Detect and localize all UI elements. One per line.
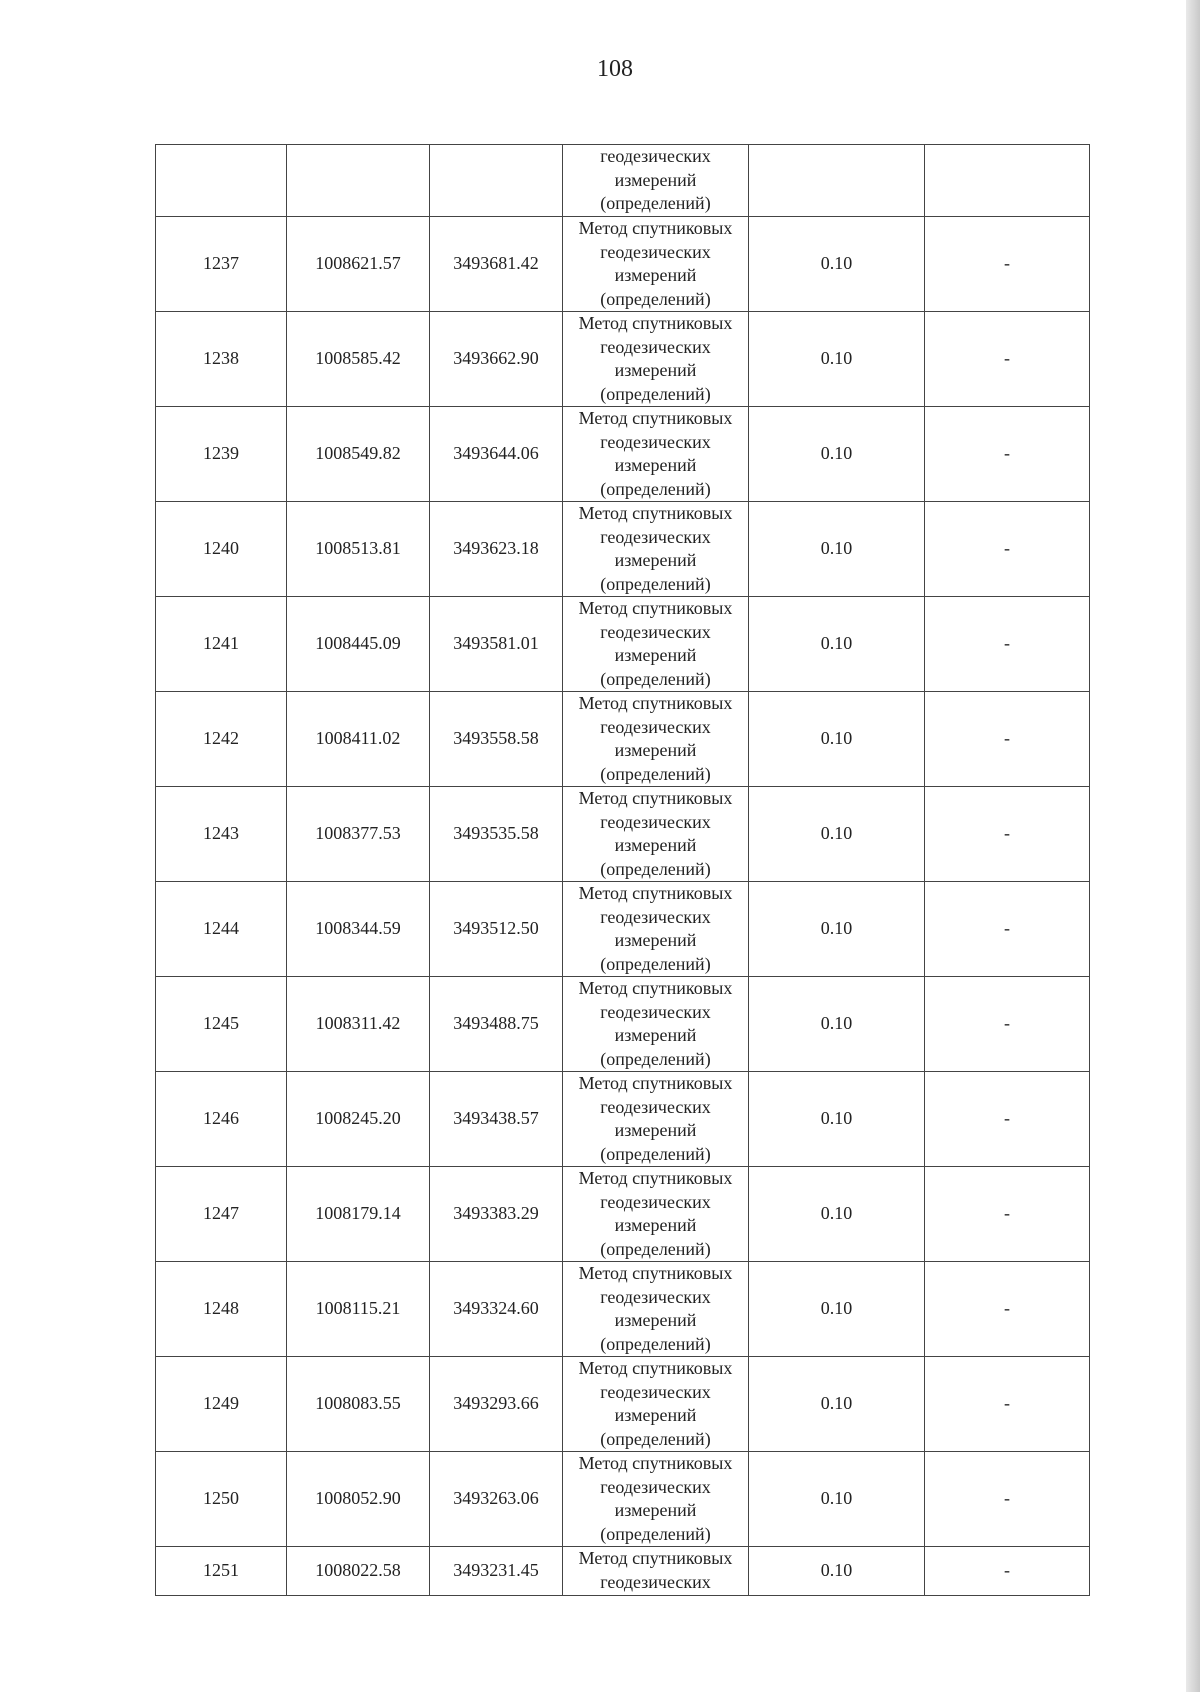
method-line: (определений) — [600, 1143, 711, 1164]
x-coordinate-cell — [287, 145, 430, 217]
method-line: измерений — [614, 1215, 697, 1235]
method-line: геодезических — [600, 146, 711, 167]
y-coordinate-cell — [430, 145, 563, 217]
last-row-body — [156, 1547, 1090, 1596]
x-coordinate-cell: 1008377.53 — [287, 787, 430, 882]
method-line: измерений — [614, 645, 697, 665]
point-number-cell: 1243 — [156, 787, 287, 882]
x-coordinate-cell: 1008411.02 — [287, 692, 430, 787]
method-cell — [563, 597, 749, 692]
method-line: геодезических — [600, 1476, 711, 1497]
note-cell: - — [925, 1072, 1090, 1167]
table-row — [156, 977, 1090, 1072]
method-line: измерений — [614, 1500, 697, 1520]
method-cell — [563, 1262, 749, 1357]
method-line: (определений) — [600, 573, 711, 594]
table-row — [156, 787, 1090, 882]
point-number-cell: 1244 — [156, 882, 287, 977]
method-cell — [563, 1072, 749, 1167]
note-cell: - — [925, 692, 1090, 787]
y-coordinate-cell: 3493681.42 — [430, 217, 563, 312]
y-coordinate-cell: 3493383.29 — [430, 1167, 563, 1262]
point-number-cell: 1239 — [156, 407, 287, 502]
method-line: (определений) — [600, 1523, 711, 1544]
note-cell: - — [925, 312, 1090, 407]
page-number: 108 — [597, 56, 633, 82]
method-line: Метод спутниковых — [578, 693, 733, 713]
accuracy-cell: 0.10 — [749, 597, 925, 692]
note-cell: - — [925, 1547, 1090, 1596]
accuracy-cell: 0.10 — [749, 977, 925, 1072]
y-coordinate-cell: 3493488.75 — [430, 977, 563, 1072]
point-number-cell: 1240 — [156, 502, 287, 597]
point-number-cell: 1242 — [156, 692, 287, 787]
y-coordinate-cell: 3493662.90 — [430, 312, 563, 407]
point-number-cell: 1238 — [156, 312, 287, 407]
method-line: геодезических — [600, 1571, 711, 1592]
note-cell: - — [925, 882, 1090, 977]
method-line: геодезических — [600, 431, 711, 452]
method-cell — [563, 312, 749, 407]
accuracy-cell: 0.10 — [749, 1262, 925, 1357]
y-coordinate-cell: 3493324.60 — [430, 1262, 563, 1357]
method-line: Метод спутниковых — [578, 313, 733, 333]
method-line: Метод спутниковых — [578, 503, 733, 523]
method-line: (определений) — [600, 288, 711, 309]
method-line: измерений — [614, 455, 697, 475]
method-line: измерений — [614, 1120, 697, 1140]
table-row — [156, 502, 1090, 597]
method-cell — [563, 977, 749, 1072]
method-line: измерений — [614, 265, 697, 285]
note-cell: - — [925, 1452, 1090, 1547]
method-line: геодезических — [600, 1286, 711, 1307]
method-line: измерений — [614, 360, 697, 380]
y-coordinate-cell: 3493535.58 — [430, 787, 563, 882]
y-coordinate-cell: 3493438.57 — [430, 1072, 563, 1167]
point-number-cell: 1237 — [156, 217, 287, 312]
accuracy-cell: 0.10 — [749, 692, 925, 787]
y-coordinate-cell: 3493231.45 — [430, 1547, 563, 1596]
method-line: (определений) — [600, 383, 711, 404]
point-number-cell: 1247 — [156, 1167, 287, 1262]
method-cell — [563, 217, 749, 312]
table-body — [156, 145, 1090, 217]
x-coordinate-cell: 1008344.59 — [287, 882, 430, 977]
method-line: измерений — [614, 930, 697, 950]
method-line: (определений) — [600, 193, 711, 214]
accuracy-cell: 0.10 — [749, 787, 925, 882]
method-cell — [563, 145, 749, 217]
method-line: геодезических — [600, 1001, 711, 1022]
point-number-cell: 1246 — [156, 1072, 287, 1167]
method-cell — [563, 1357, 749, 1452]
method-line: (определений) — [600, 763, 711, 784]
method-line: геодезических — [600, 621, 711, 642]
table-row — [156, 1262, 1090, 1357]
y-coordinate-cell: 3493293.66 — [430, 1357, 563, 1452]
method-line: геодезических — [600, 1096, 711, 1117]
method-line: измерений — [614, 1405, 697, 1425]
note-cell: - — [925, 787, 1090, 882]
accuracy-cell: 0.10 — [749, 217, 925, 312]
table-row — [156, 217, 1090, 312]
method-cell — [563, 692, 749, 787]
point-number-cell: 1245 — [156, 977, 287, 1072]
table-row — [156, 1072, 1090, 1167]
method-line: Метод спутниковых — [578, 1358, 733, 1378]
method-cell — [563, 407, 749, 502]
method-line: (определений) — [600, 478, 711, 499]
y-coordinate-cell: 3493512.50 — [430, 882, 563, 977]
method-line: Метод спутниковых — [578, 1453, 733, 1473]
point-number-cell: 1251 — [156, 1547, 287, 1596]
rows-body — [156, 217, 1090, 1547]
method-line: измерений — [614, 1310, 697, 1330]
method-line: Метод спутниковых — [578, 883, 733, 903]
method-line: геодезических — [600, 906, 711, 927]
table-row — [156, 1547, 1090, 1596]
method-line: Метод спутниковых — [578, 1548, 733, 1568]
accuracy-cell: 0.10 — [749, 312, 925, 407]
page-edge-shadow — [1186, 0, 1200, 1692]
table-row — [156, 312, 1090, 407]
note-cell: - — [925, 1357, 1090, 1452]
table-row — [156, 407, 1090, 502]
point-number-cell — [156, 145, 287, 217]
method-line: Метод спутниковых — [578, 218, 733, 238]
method-line: измерений — [614, 740, 697, 760]
note-cell: - — [925, 1262, 1090, 1357]
method-line: геодезических — [600, 526, 711, 547]
method-cell — [563, 882, 749, 977]
note-cell: - — [925, 977, 1090, 1072]
method-line: измерений — [614, 169, 697, 190]
method-line: измерений — [614, 1025, 697, 1045]
y-coordinate-cell: 3493644.06 — [430, 407, 563, 502]
table-row — [156, 692, 1090, 787]
method-cell — [563, 1167, 749, 1262]
method-line: измерений — [614, 835, 697, 855]
accuracy-cell — [749, 145, 925, 217]
table-row — [156, 1357, 1090, 1452]
x-coordinate-cell: 1008621.57 — [287, 217, 430, 312]
method-line: Метод спутниковых — [578, 1263, 733, 1283]
note-cell: - — [925, 1167, 1090, 1262]
accuracy-cell: 0.10 — [749, 407, 925, 502]
x-coordinate-cell: 1008052.90 — [287, 1452, 430, 1547]
point-number-cell: 1248 — [156, 1262, 287, 1357]
note-cell: - — [925, 407, 1090, 502]
accuracy-cell: 0.10 — [749, 1167, 925, 1262]
x-coordinate-cell: 1008445.09 — [287, 597, 430, 692]
method-line: геодезических — [600, 1191, 711, 1212]
note-cell — [925, 145, 1090, 217]
method-line: геодезических — [600, 1381, 711, 1402]
method-line: Метод спутниковых — [578, 408, 733, 428]
x-coordinate-cell: 1008083.55 — [287, 1357, 430, 1452]
accuracy-cell: 0.10 — [749, 1357, 925, 1452]
y-coordinate-cell: 3493558.58 — [430, 692, 563, 787]
y-coordinate-cell: 3493581.01 — [430, 597, 563, 692]
method-line: (определений) — [600, 858, 711, 879]
method-line: геодезических — [600, 716, 711, 737]
method-line: геодезических — [600, 336, 711, 357]
x-coordinate-cell: 1008513.81 — [287, 502, 430, 597]
method-line: Метод спутниковых — [578, 788, 733, 808]
table-row-continued — [156, 145, 1090, 217]
method-cell — [563, 787, 749, 882]
point-number-cell: 1241 — [156, 597, 287, 692]
method-line: геодезических — [600, 811, 711, 832]
table-row — [156, 882, 1090, 977]
accuracy-cell: 0.10 — [749, 1072, 925, 1167]
method-line: геодезических — [600, 241, 711, 262]
x-coordinate-cell: 1008585.42 — [287, 312, 430, 407]
table-row — [156, 1452, 1090, 1547]
x-coordinate-cell: 1008549.82 — [287, 407, 430, 502]
method-cell — [563, 1547, 749, 1596]
accuracy-cell: 0.10 — [749, 1452, 925, 1547]
method-line: (определений) — [600, 1333, 711, 1354]
method-cell — [563, 1452, 749, 1547]
point-number-cell: 1250 — [156, 1452, 287, 1547]
coordinates-table — [155, 144, 1090, 1596]
y-coordinate-cell: 3493263.06 — [430, 1452, 563, 1547]
method-line: измерений — [614, 550, 697, 570]
table-row — [156, 1167, 1090, 1262]
accuracy-cell: 0.10 — [749, 882, 925, 977]
x-coordinate-cell: 1008311.42 — [287, 977, 430, 1072]
accuracy-cell: 0.10 — [749, 502, 925, 597]
method-line: (определений) — [600, 1428, 711, 1449]
method-line: (определений) — [600, 668, 711, 689]
method-line: (определений) — [600, 1238, 711, 1259]
method-line: (определений) — [600, 1048, 711, 1069]
method-line: Метод спутниковых — [578, 598, 733, 618]
accuracy-cell: 0.10 — [749, 1547, 925, 1596]
method-line: Метод спутниковых — [578, 1073, 733, 1093]
table-row — [156, 597, 1090, 692]
method-line: Метод спутниковых — [578, 1168, 733, 1188]
note-cell: - — [925, 217, 1090, 312]
x-coordinate-cell: 1008115.21 — [287, 1262, 430, 1357]
x-coordinate-cell: 1008179.14 — [287, 1167, 430, 1262]
x-coordinate-cell: 1008245.20 — [287, 1072, 430, 1167]
method-cell — [563, 502, 749, 597]
note-cell: - — [925, 502, 1090, 597]
method-line: (определений) — [600, 953, 711, 974]
note-cell: - — [925, 597, 1090, 692]
y-coordinate-cell: 3493623.18 — [430, 502, 563, 597]
x-coordinate-cell: 1008022.58 — [287, 1547, 430, 1596]
method-line: Метод спутниковых — [578, 978, 733, 998]
point-number-cell: 1249 — [156, 1357, 287, 1452]
